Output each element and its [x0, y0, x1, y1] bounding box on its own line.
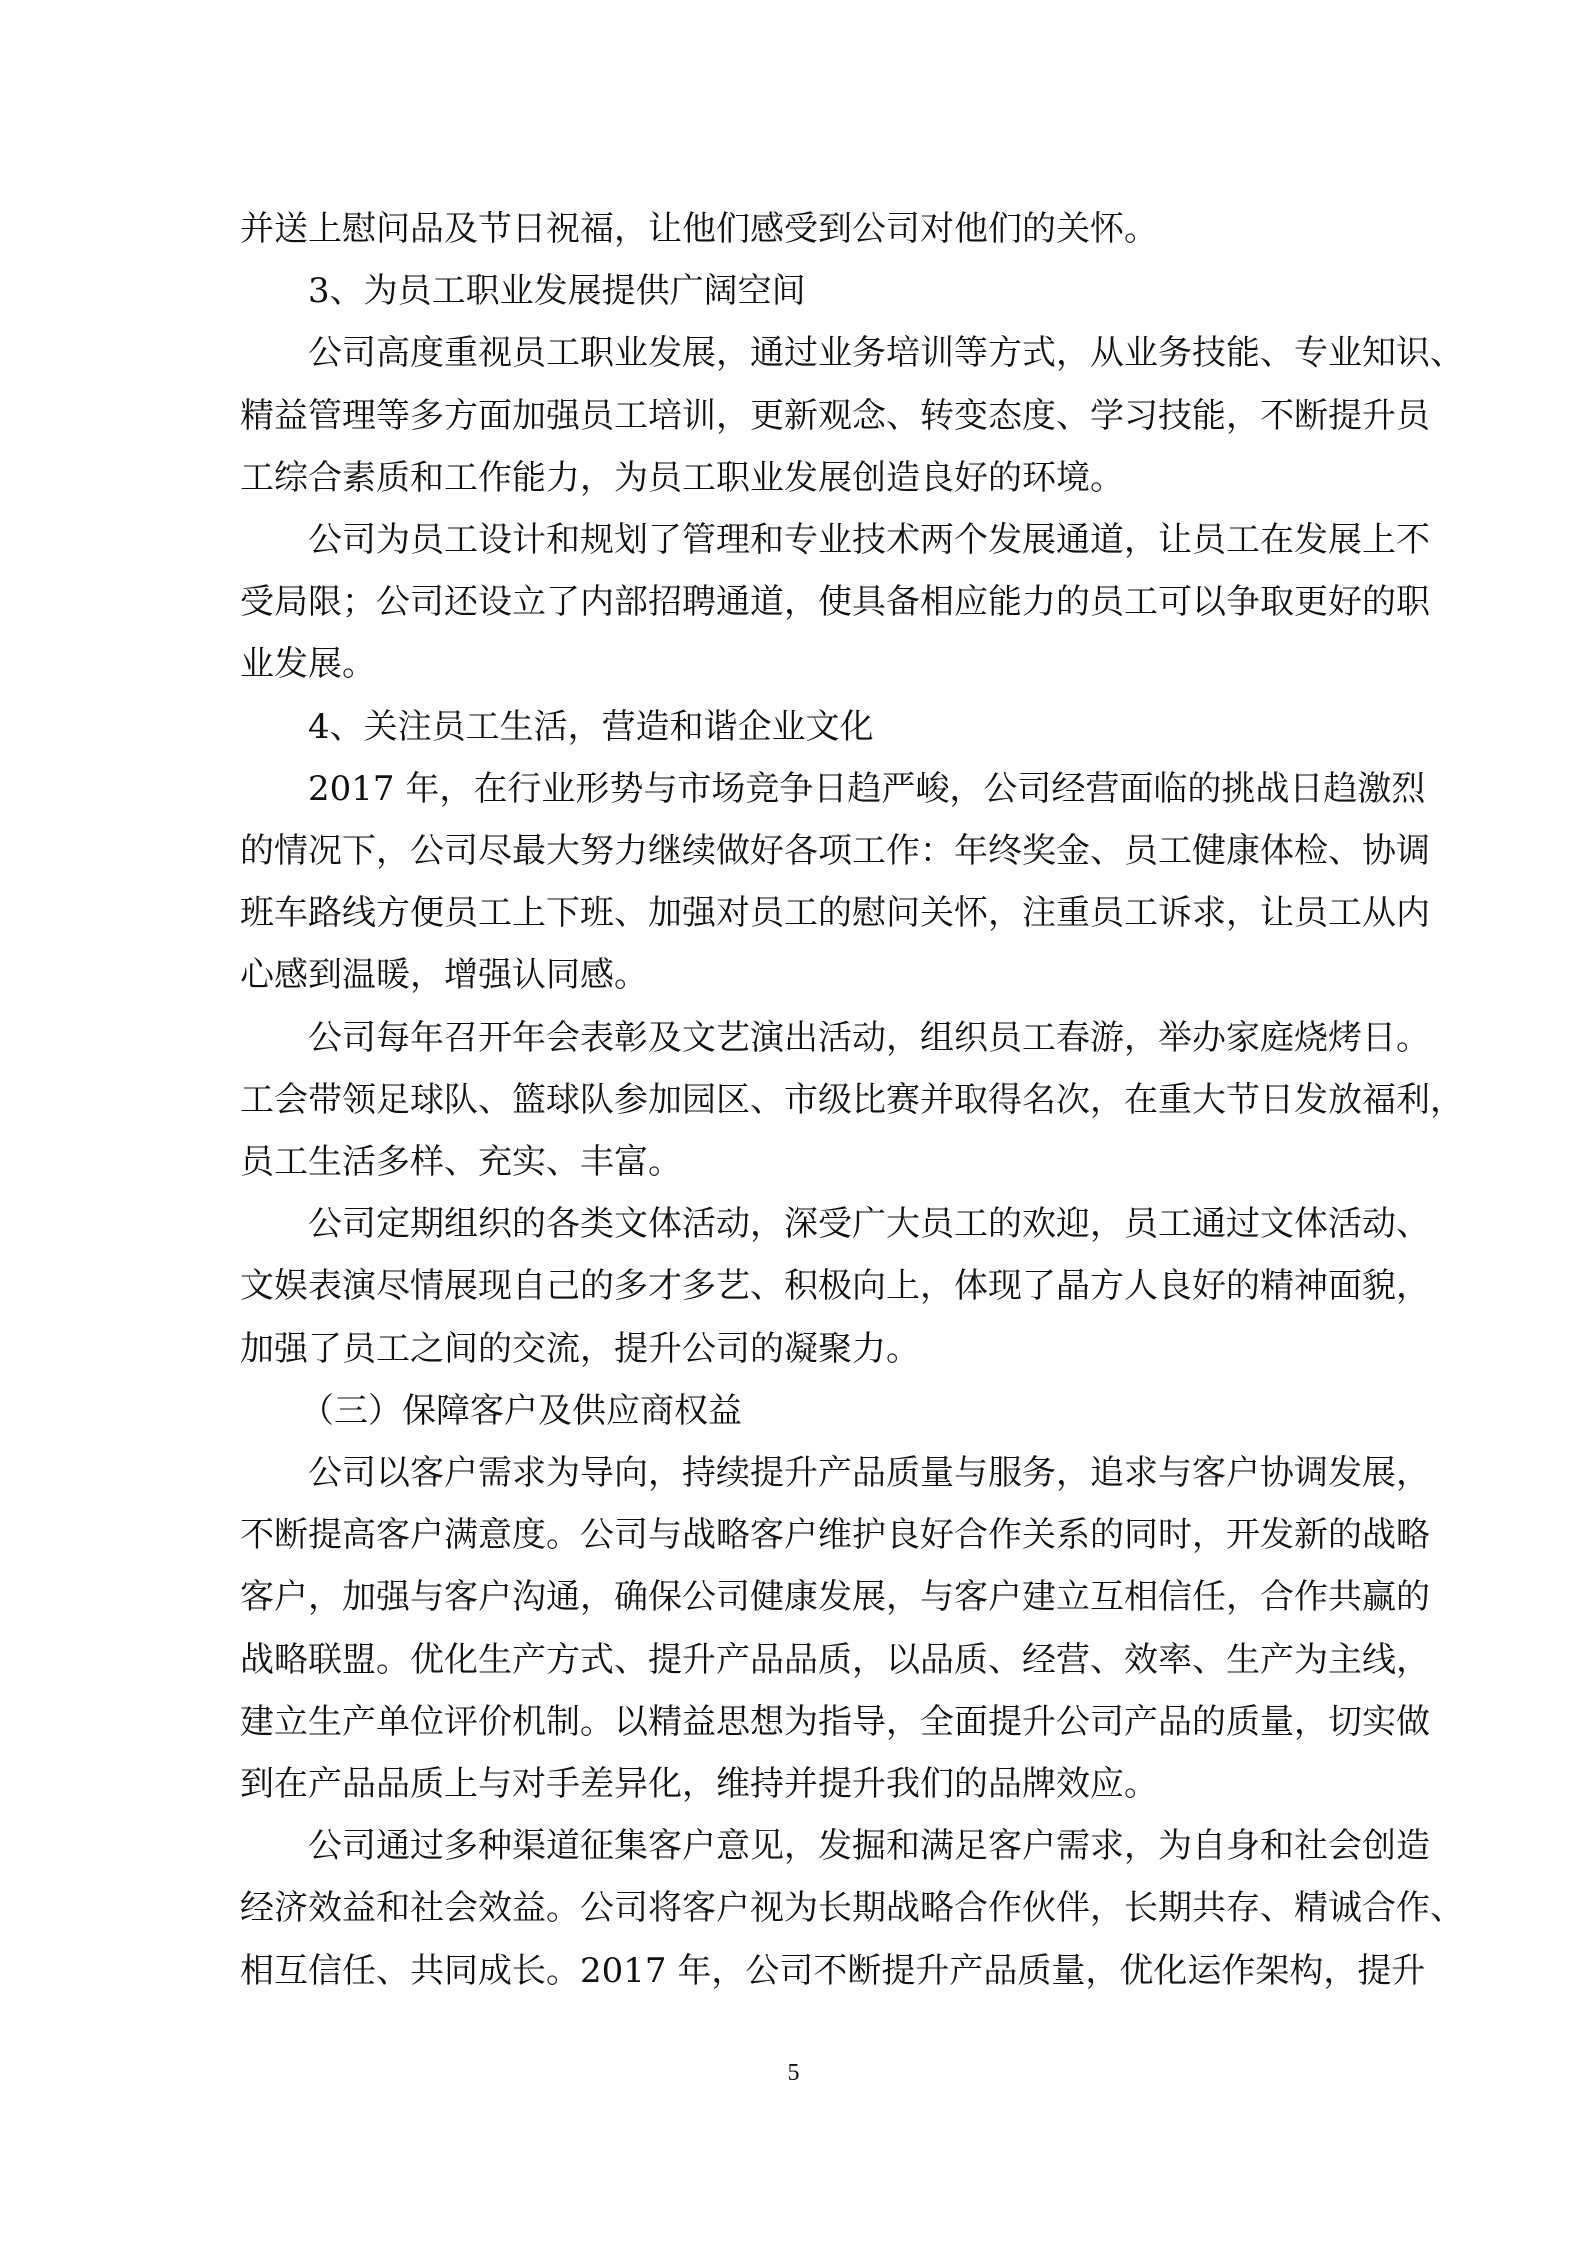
- text-line: 员工生活多样、充实、丰富。: [240, 1142, 682, 1183]
- text-line: 工会带领足球队、篮球队参加园区、市级比赛并取得名次，在重大节日发放福利，: [240, 1079, 1464, 1120]
- text-line: 公司每年召开年会表彰及文艺演出活动，组织员工春游，举办家庭烧烤日。: [308, 1017, 1430, 1058]
- section-heading: 3、为员工职业发展提供广阔空间: [308, 271, 806, 312]
- text-line: 客户，加强与客户沟通，确保公司健康发展，与客户建立互相信任，合作共赢的: [240, 1577, 1430, 1618]
- text-line: 公司通过多种渠道征集客户意见，发掘和满足客户需求，为自身和社会创造: [308, 1826, 1430, 1867]
- text-line: 不断提高客户满意度。公司与战略客户维护良好合作关系的同时，开发新的战略: [240, 1515, 1430, 1556]
- text-line: 相互信任、共同成长。2017 年，公司不断提升产品质量，优化运作架构，提升: [240, 1950, 1426, 1991]
- section-heading: （三）保障客户及供应商权益: [300, 1390, 742, 1431]
- text-line: 文娱表演尽情展现自己的多才多艺、积极向上，体现了晶方人良好的精神面貌，: [240, 1266, 1430, 1307]
- text-line: 精益管理等多方面加强员工培训，更新观念、转变态度、学习技能，不断提升员: [240, 395, 1430, 436]
- text-line: 加强了员工之间的交流，提升公司的凝聚力。: [240, 1328, 920, 1369]
- text-line: 公司定期组织的各类文体活动，深受广大员工的欢迎，员工通过文体活动、: [308, 1204, 1430, 1245]
- text-line: 心感到温暖，增强认同感。: [240, 955, 648, 996]
- page-number: 5: [787, 2060, 800, 2086]
- text-line: 业发展。: [240, 644, 376, 685]
- text-line: 工综合素质和工作能力，为员工职业发展创造良好的环境。: [240, 457, 1124, 498]
- text-line: 经济效益和社会效益。公司将客户视为长期战略合作伙伴，长期共存、精诚合作、: [240, 1888, 1464, 1929]
- text-line: 公司为员工设计和规划了管理和专业技术两个发展通道，让员工在发展上不: [308, 520, 1430, 561]
- text-line: 并送上慰问品及节日祝福，让他们感受到公司对他们的关怀。: [240, 209, 1158, 249]
- body-text: [240, 198, 1464, 2002]
- text-line: 到在产品品质上与对手差异化，维持并提升我们的品牌效应。: [240, 1764, 1158, 1805]
- text-line: 的情况下，公司尽最大努力继续做好各项工作：年终奖金、员工健康体检、协调: [240, 831, 1430, 872]
- section-heading: 4、关注员工生活，营造和谐企业文化: [308, 706, 874, 747]
- text-line: 建立生产单位评价机制。以精益思想为指导，全面提升公司产品的质量，切实做: [240, 1701, 1430, 1742]
- text-line: 公司高度重视员工职业发展，通过业务培训等方式，从业务技能、专业知识、: [308, 333, 1464, 374]
- text-line: 班车路线方便员工上下班、加强对员工的慰问关怀，注重员工诉求，让员工从内: [240, 893, 1430, 934]
- text-line: 受局限；公司还设立了内部招聘通道，使具备相应能力的员工可以争取更好的职: [240, 582, 1430, 623]
- text-line: 2017 年，在行业形势与市场竞争日趋严峻，公司经营面临的挑战日趋激烈: [308, 768, 1426, 809]
- text-line: 战略联盟。优化生产方式、提升产品品质，以品质、经营、效率、生产为主线，: [240, 1639, 1430, 1680]
- text-line: 公司以客户需求为导向，持续提升产品质量与服务，追求与客户协调发展，: [308, 1453, 1430, 1494]
